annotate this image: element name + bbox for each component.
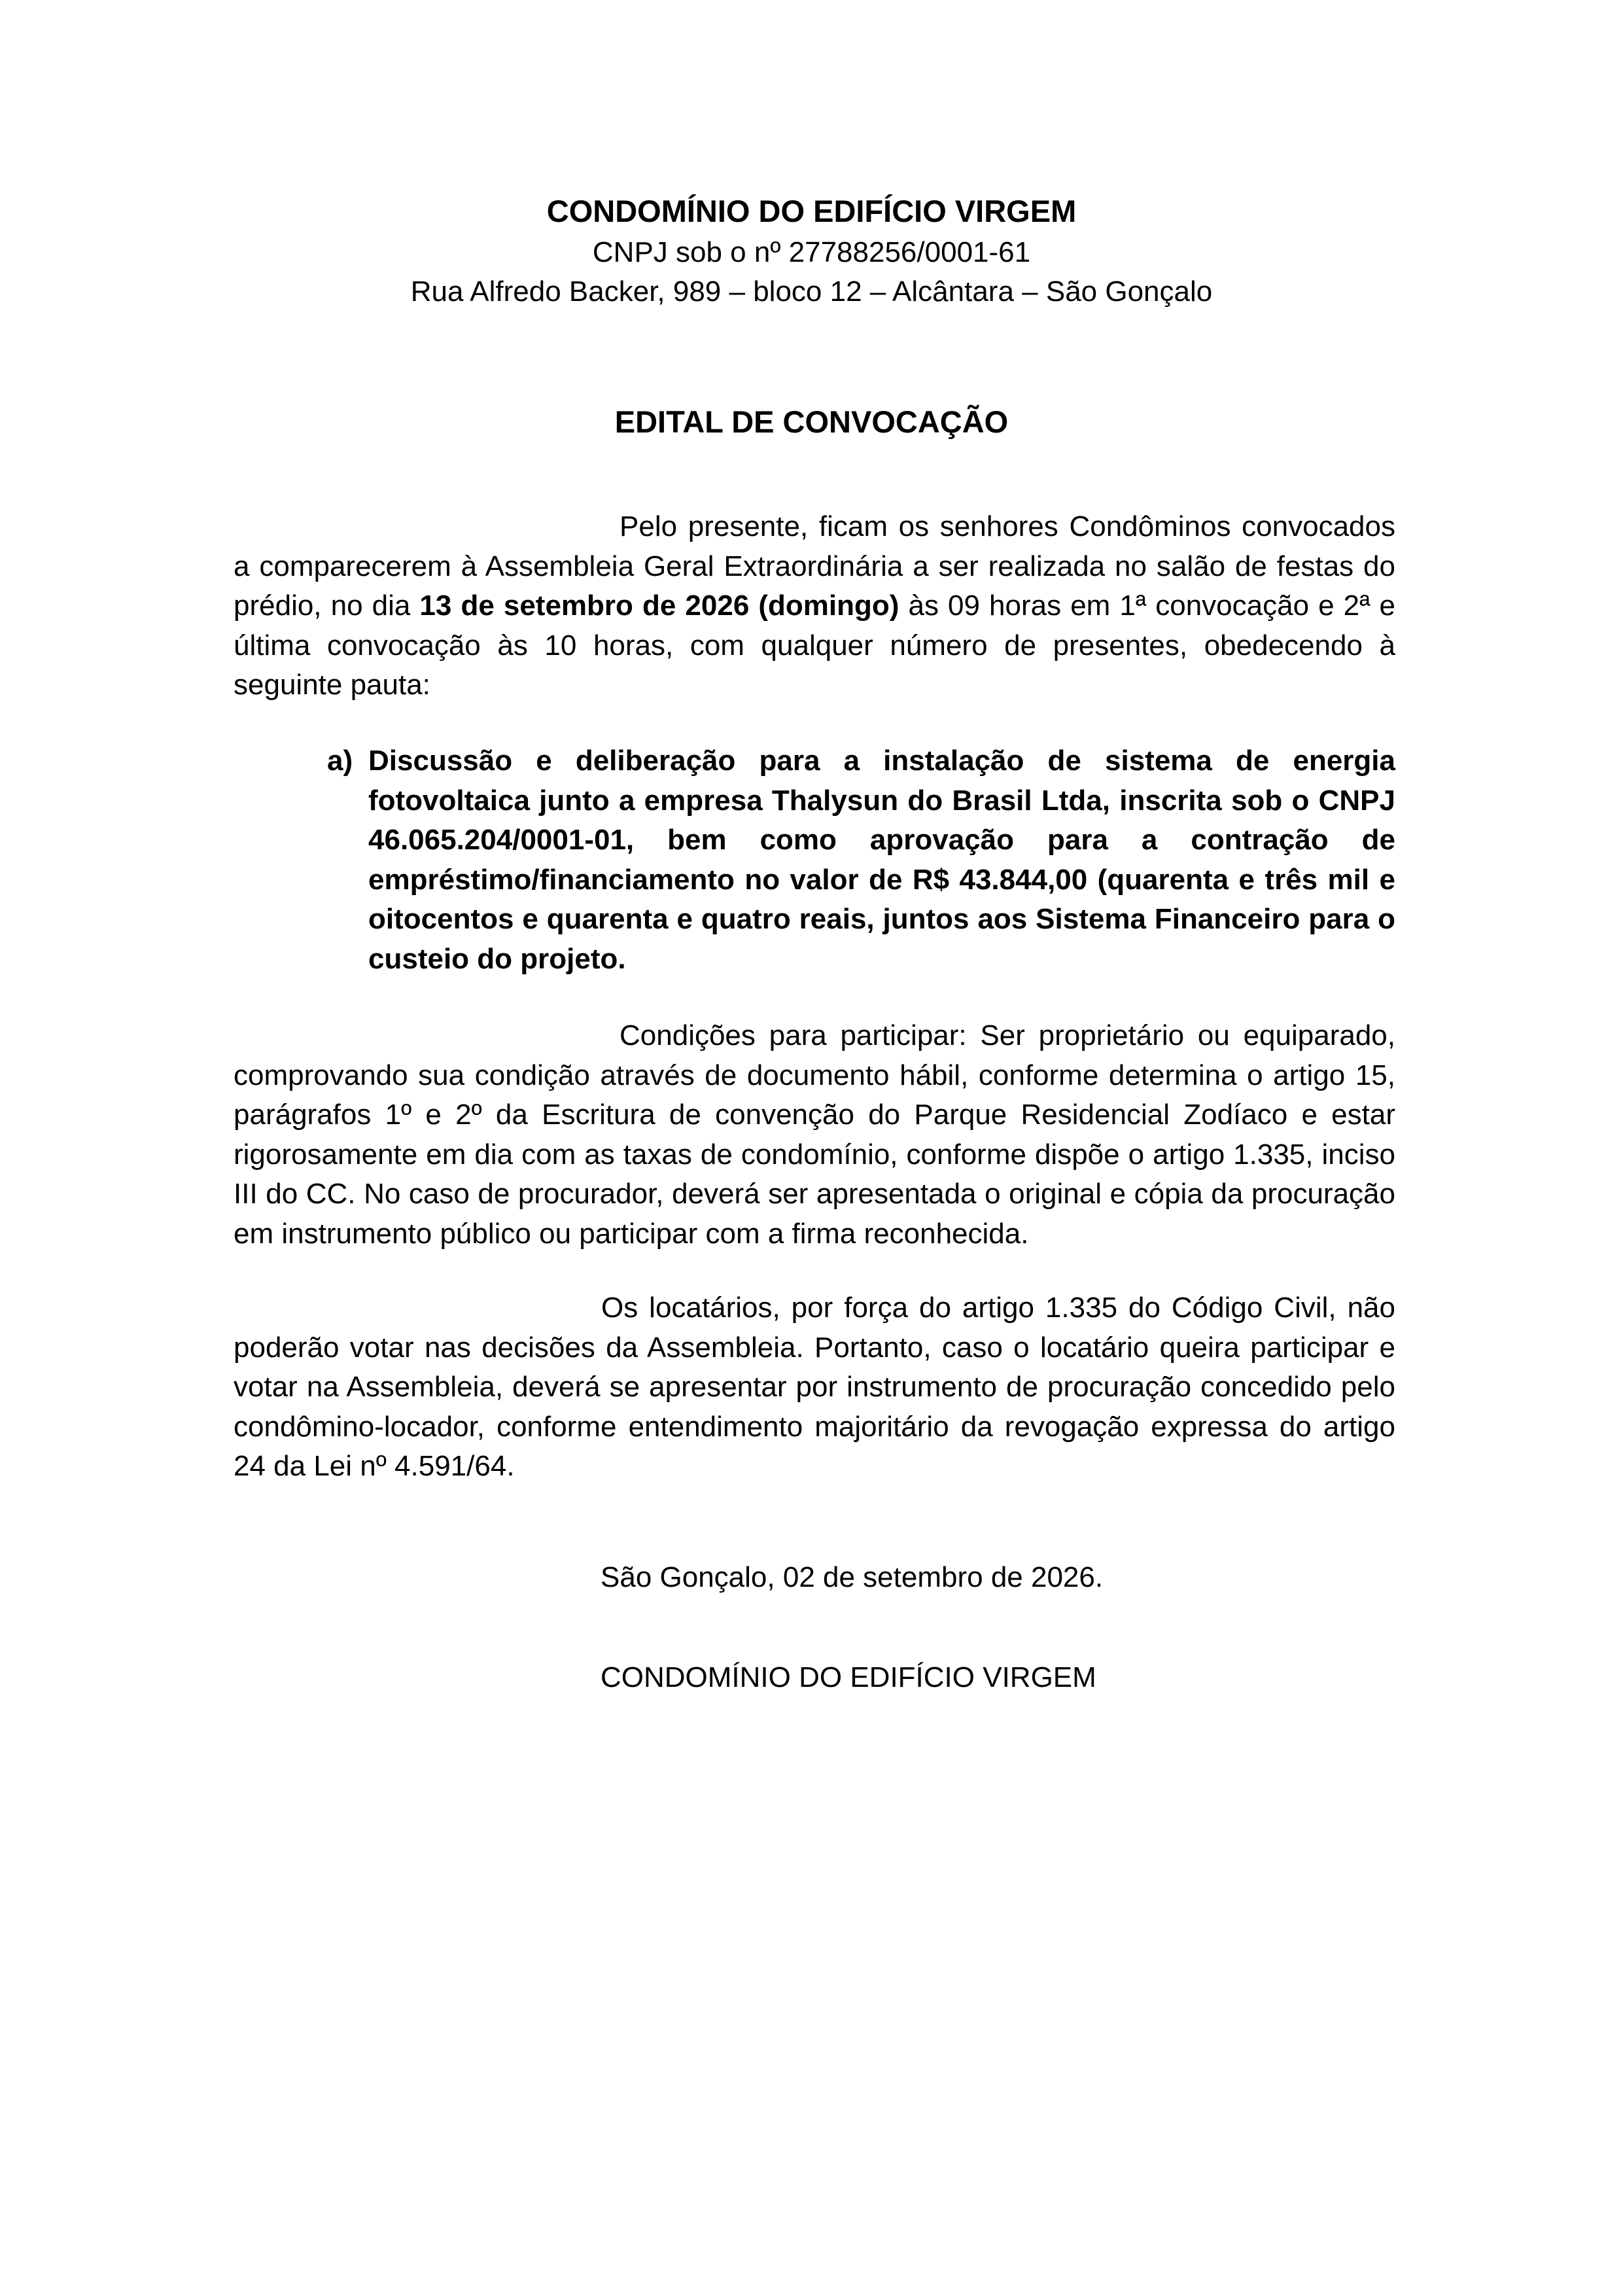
signature-line: CONDOMÍNIO DO EDIFÍCIO VIRGEM bbox=[601, 1661, 1096, 1693]
meeting-date: 13 de setembro de 2026 (domingo) bbox=[419, 590, 899, 622]
agenda-item bbox=[327, 741, 1395, 979]
address-line: Rua Alfredo Backer, 989 – bloco 12 – Alcântara – São Gonçalo bbox=[410, 275, 1213, 308]
convocation-text-end: às 09 horas em 1ª convocação e 2ª e última convocação às 10 horas, com qualquer número de presentes, obedecendo à seguinte pauta: bbox=[234, 590, 1395, 701]
conditions-text: Condições para participar: Ser proprietário ou equiparado, comprovando sua condição através de documento hábil, conforme determina o artigo 15, parágrafos 1º e 2º da Escritura de convenção do Parque Residencial Zodíaco e estar rigorosamente em dia com as taxas de condomínio, conforme dispõe o artigo 1.335, inciso III do CC. No caso de procurador, deverá ser apresentada o original e cópia da procuração em instrumento público ou participar com a firma reconhecida. bbox=[234, 1019, 1395, 1250]
document-title: EDITAL DE CONVOCAÇÃO bbox=[614, 404, 1009, 439]
conditions-paragraph bbox=[234, 1016, 1395, 1254]
cnpj-line: CNPJ sob o nº 27788256/0001-61 bbox=[592, 236, 1031, 268]
tenants-text: Os locatários, por força do artigo 1.335 do Código Civil, não poderão votar nas decisões da Assembleia. Portanto, caso o locatário queira participar e votar na Assembleia, deverá se apresentar por instrumento de procuração concedido pelo condômino-locador, conforme entendimento majoritário da revogação expressa do artigo 24 da Lei nº 4.591/64. bbox=[234, 1292, 1395, 1482]
convocation-paragraph bbox=[234, 507, 1395, 705]
tenants-paragraph bbox=[234, 1288, 1395, 1487]
condominium-name: CONDOMÍNIO DO EDIFÍCIO VIRGEM bbox=[546, 194, 1077, 228]
agenda-item-text: Discussão e deliberação para a instalação de sistema de energia fotovoltaica junto a empresa Thalysun do Brasil Ltda, inscrita sob o CNPJ 46.065.204/0001-01, bem como aprovação para a contração de empréstimo/financiamento no valor de R$ 43.844,00 (quarenta e três mil e oitocentos e quarenta e quatro reais, juntos aos Sistema Financeiro para o custeio do projeto. bbox=[368, 745, 1395, 975]
agenda-item-marker: a) bbox=[327, 745, 353, 777]
convocation-text-start: Pelo presente, ficam os senhores Condôminos convocados a comparecerem à Assembleia Geral Extraordinária a ser realizada no salão de festas do prédio, no dia bbox=[234, 510, 1395, 622]
place-and-date: São Gonçalo, 02 de setembro de 2026. bbox=[601, 1561, 1104, 1593]
document-header bbox=[0, 190, 1623, 311]
